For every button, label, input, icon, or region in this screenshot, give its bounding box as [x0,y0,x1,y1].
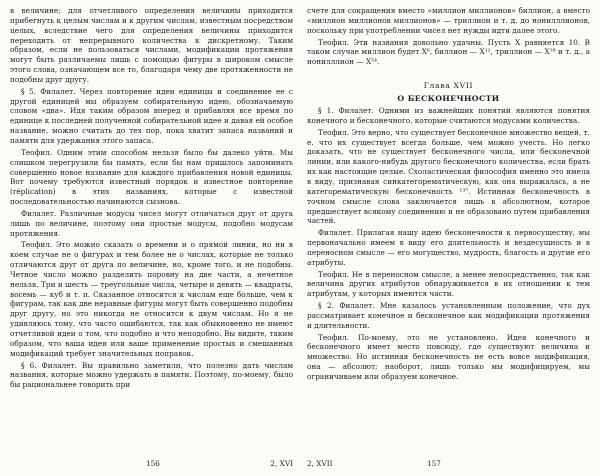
paragraph: Теофил. Одним этим способом нельзя было бы далеко уйти. Мы слишком перегрузили бы память, если бы нам пришлось запоминать совершенно новое название для каждого прибавления новой единицы. Вот почему требуются известный порядок и известное повторение (réplication) в этих названиях, которые с известной последовательностью начинаются сызнова. [10,147,293,207]
paragraph: Теофил. Это верно, что существует бесконечное множество вещей, т. е. что их существует всегда больше, чем можно учесть. Но легко доказать, что не существует бесконечного числа, или бесконечной линии, или какого-нибудь другого бесконечного количества, если брать их как настоящие целые. Схоластическая философия именно это имела в виду, признавая синкатегорематическую, как она выражалась, а не категорематическую бесконечность ¹³⁷. Истинная бесконечность в точном смысле слова заключается лишь в абсолютном, которое предшествует всякому соединению и не образовано путем прибавления частей. [307,127,590,226]
left-page-text [10,6,293,390]
paragraph: Филалет. Прилагая нашу идею бесконечности к первосуществу, мы первоначально имеем в виду его длительность и вездесущность и в переносном смысле — его могущество, мудрость, благость и другие его атрибуты. [307,228,590,267]
paragraph: § 6. Филалет. Вы правильно заметили, что полезно дать числам названия, которые можно удержать в памяти. Поэтому, по-моему, было бы рациональнее говорить при [10,360,293,390]
paragraph: § 1. Филалет. Одними из важнейших понятий являются понятия конечного и бесконечного, которые считаются модусами количества. [307,106,590,125]
running-section: 2, XVII [307,459,333,468]
paragraph: § 5. Филалет. Через повторение идеи единицы и соединение ее с другой единицей мы образуем собирательную идею, обозначаемую словом «два». Идя таким образом вперед и прибавляя все время по единице к последней полученной собирательной идее и давая ей особое название, можно считать до тех пор, пока хватит запаса названий и памяти для удержания этого запаса. [10,86,293,145]
page-number: 157 [427,459,441,468]
chapter-title: О БЕСКОНЕЧНОСТИ [397,94,500,104]
page-footer [10,458,293,469]
running-section: 2, XVI [270,459,293,468]
paragraph: § 2. Филалет. Мне казалось установленным положение, что дух рассматривает конечное и бесконечное как модификации протяжения и длительности. [307,301,590,330]
page-footer [307,458,590,469]
paragraph: Филалет. Различные модусы чисел могут отличаться друг от друга лишь по величине, поэтому они простые модусы, подобно модусам протяжения. [10,208,293,238]
right-page [307,6,590,469]
paragraph: в величине; для отчетливого определения величины приходится прибегнуть к целым числам и к другим числам, известным посредством целых, вследствие чего для определения величины приходится переходить от непрерывного количества к дискретному. Таким образом, если не пользоваться числами, модификации протяжения могут быть различаемы лишь с помощью фигуры в широком смысле этого слова, означающем все то, благодаря чему две протяженности не подобны друг другу. [10,6,293,84]
page-number: 156 [146,459,160,468]
right-page-text [307,6,590,382]
paragraph: Теофил. Не в переносном смысле, а менее непосредственно, так как величина других атрибутов обнаруживается в их отношении к тем атрибутам, у которых имеются части. [307,269,590,299]
paragraph: счете для сокращения вместо «миллион миллионов» биллион, а вместо «миллион миллионов миллионов» — триллион и т. д. до нонилллионов, поскольку при употреблении чисел нет нужды идти далее этого. [307,6,590,35]
paragraph: Теофил. Эти названия довольно удачны. Пусть X равняется 10. В таком случае миллион будет X⁶, биллион — X¹², триллион — X¹⁸ и т. д., а нонилллион — X⁵⁴. [307,37,590,67]
left-page [10,6,293,469]
chapter-number: Глава XVII [423,81,474,91]
paragraph: Теофил. Это можно сказать о времени и о прямой линии, но ни в коем случае не о фигурах и тем более не о числах, которые не только отличаются друг от друга по величине, но, кроме того, и не подобны. Четное число можно разделить поровну на две части, а нечетное нельзя. Три и шесть — треугольные числа, четыре и девять — квадраты, восемь — куб и т. п. Сказанное относится к числам еще больше, чем к фигурам, так как две неравные фигуры могут быть совершенно подобны друг другу, но это никогда не относится к двум числам. Но я не удивляюсь тому, что часто ошибаются, так как обыкновенно не имеют отчетливой идеи о том, что подобно и что неподобно. Вы видите, таким образом, что ваша идея или ваше применение простых и смешанных модификаций требует значительных поправок. [10,240,293,358]
paragraph: Теофил. По-моему, это не установлено. Идея конечного и бесконечного имеет место повсюду, где существуют величина и множество. Но истинная бесконечность не есть вовсе модификация, она — абсолют; наоборот, лишь только мы модифицируем, мы ограничиваем или образуем конечное. [307,332,590,381]
